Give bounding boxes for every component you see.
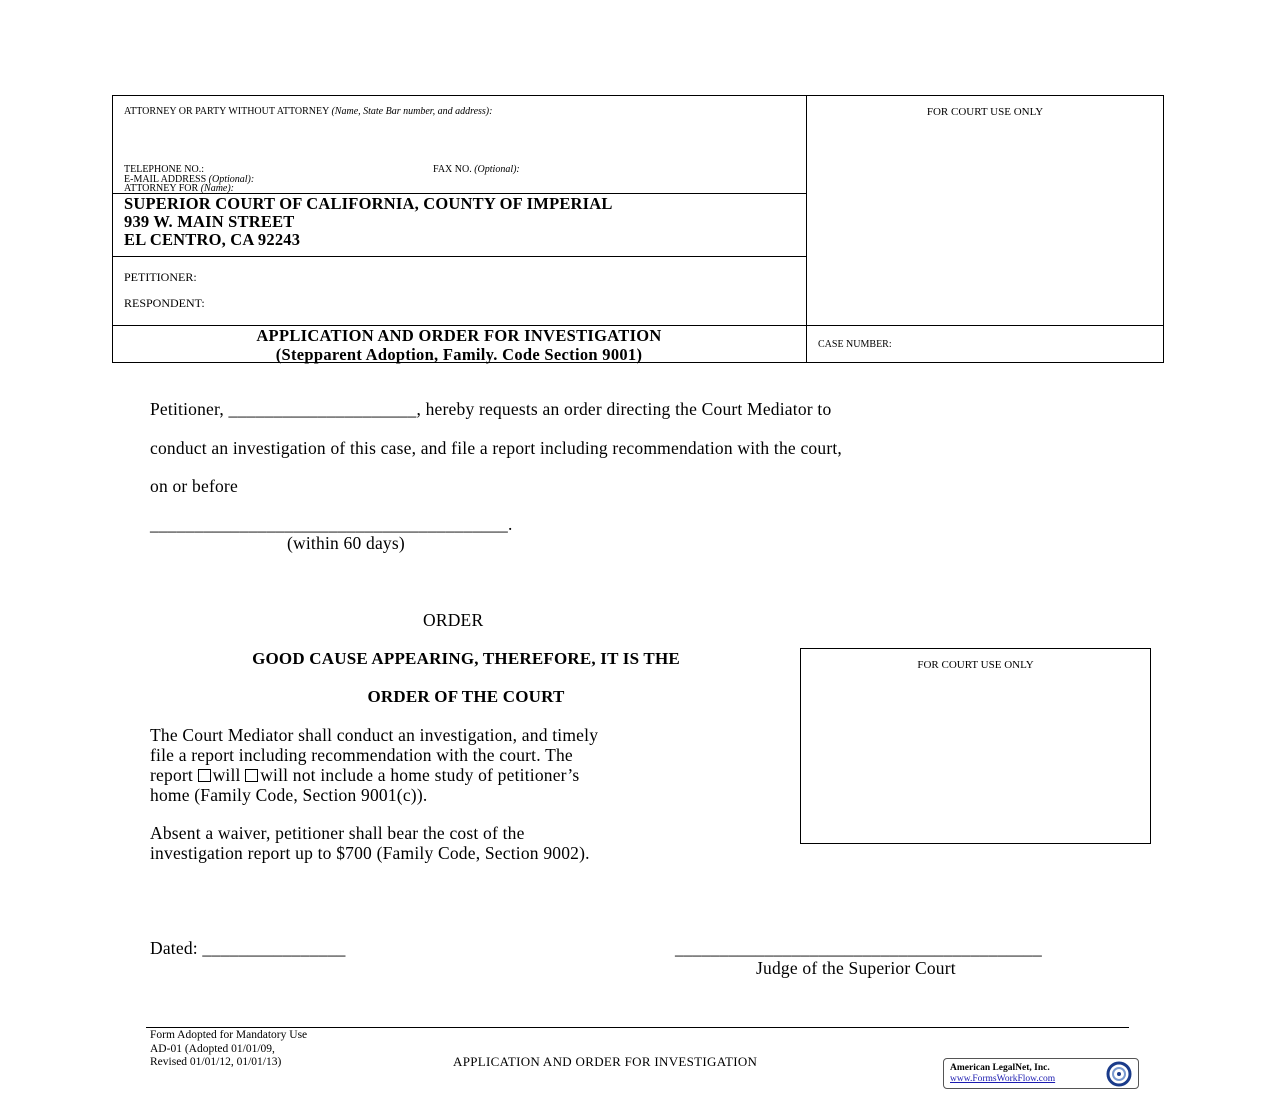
judge-label: Judge of the Superior Court	[756, 958, 956, 978]
will-not-checkbox[interactable]	[245, 769, 258, 782]
footer-line-1: Form Adopted for Mandatory Use	[150, 1029, 308, 1041]
form-title-line1: APPLICATION AND ORDER FOR INVESTIGATION	[256, 326, 662, 345]
email-hint: (Optional):	[208, 174, 255, 185]
application-line-1: Petitioner, _____________________, hereby requests an order directing the Court Mediator to	[150, 399, 832, 419]
fax-hint: (Optional):	[474, 164, 520, 175]
order-p1-line-2: file a report including recommendation with the court. The	[150, 745, 573, 765]
will-not-label: will not include a home study of petitioner’s	[260, 765, 580, 785]
application-line-2: conduct an investigation of this case, and file a report including recommendation with the court,	[150, 438, 842, 458]
caption-column-divider	[806, 95, 807, 363]
order-paragraph-1	[150, 725, 598, 805]
attorney-for-label-text: ATTORNEY FOR	[124, 183, 199, 194]
footer-line-3: Revised 01/01/12, 01/01/13)	[150, 1056, 282, 1068]
fax-label-text: FAX NO.	[433, 164, 472, 175]
court-city: EL CENTRO, CA 92243	[124, 230, 301, 249]
american-legalnet-logo[interactable]	[943, 1058, 1139, 1089]
footer-form-info	[150, 1029, 307, 1070]
date-hint: (within 60 days)	[287, 533, 405, 553]
petitioner-label: PETITIONER:	[124, 270, 197, 284]
order-paragraph-2	[150, 823, 590, 863]
attorney-for-hint: (Name):	[200, 183, 235, 194]
attorney-label-text: ATTORNEY OR PARTY WITHOUT ATTORNEY	[124, 106, 329, 117]
good-cause-line-2: ORDER OF THE COURT	[367, 687, 565, 706]
court-use-top-label: FOR COURT USE ONLY	[926, 106, 1044, 118]
case-number-label: CASE NUMBER:	[818, 339, 892, 350]
order-p1-line-4: home (Family Code, Section 9001(c)).	[150, 785, 428, 805]
footer-title: APPLICATION AND ORDER FOR INVESTIGATION	[453, 1054, 758, 1069]
footer-line-2: AD-01 (Adopted 01/01/09,	[150, 1042, 275, 1055]
report-word: report	[150, 765, 193, 785]
order-p2-line-1: Absent a waiver, petitioner shall bear the cost of the	[150, 823, 525, 843]
application-line-3: on or before	[150, 476, 238, 496]
will-label: will	[212, 765, 241, 785]
fax-label	[433, 164, 520, 175]
order-p1-line-3	[150, 765, 598, 785]
attorney-hint: (Name, State Bar number, and address):	[331, 106, 493, 117]
order-p2-line-2: investigation report up to $700 (Family Code, Section 9002).	[150, 843, 590, 863]
attorney-for-label	[124, 183, 234, 194]
will-checkbox[interactable]	[198, 769, 211, 782]
telephone-label: TELEPHONE NO.:	[124, 164, 204, 175]
respondent-label: RESPONDENT:	[124, 296, 205, 310]
date-blank: ________________________________________.	[150, 514, 513, 534]
order-heading: ORDER	[423, 610, 484, 630]
court-use-box-label: FOR COURT USE ONLY	[917, 659, 1034, 671]
brand-swirl-icon	[1104, 1060, 1134, 1088]
form-title-line2: (Stepparent Adoption, Family. Code Section 9001)	[275, 345, 643, 364]
brand-name: American LegalNet, Inc.	[950, 1063, 1050, 1073]
order-p1-line-1: The Court Mediator shall conduct an investigation, and timely	[150, 725, 599, 745]
caption-rule-court	[112, 256, 806, 257]
court-street: 939 W. MAIN STREET	[124, 212, 295, 231]
dated-line: Dated: ________________	[150, 938, 346, 958]
attorney-label	[124, 106, 492, 117]
email-label-text: E-MAIL ADDRESS	[124, 174, 207, 185]
footer-rule	[146, 1027, 1129, 1028]
form-title	[112, 326, 806, 364]
brand-url[interactable]: www.FormsWorkFlow.com	[950, 1074, 1056, 1084]
good-cause-line-1: GOOD CAUSE APPEARING, THEREFORE, IT IS THE	[252, 649, 680, 668]
court-name: SUPERIOR COURT OF CALIFORNIA, COUNTY OF IMPERIAL	[124, 194, 613, 213]
judge-signature-line: _________________________________________	[675, 938, 1042, 958]
court-use-box	[800, 648, 1151, 844]
